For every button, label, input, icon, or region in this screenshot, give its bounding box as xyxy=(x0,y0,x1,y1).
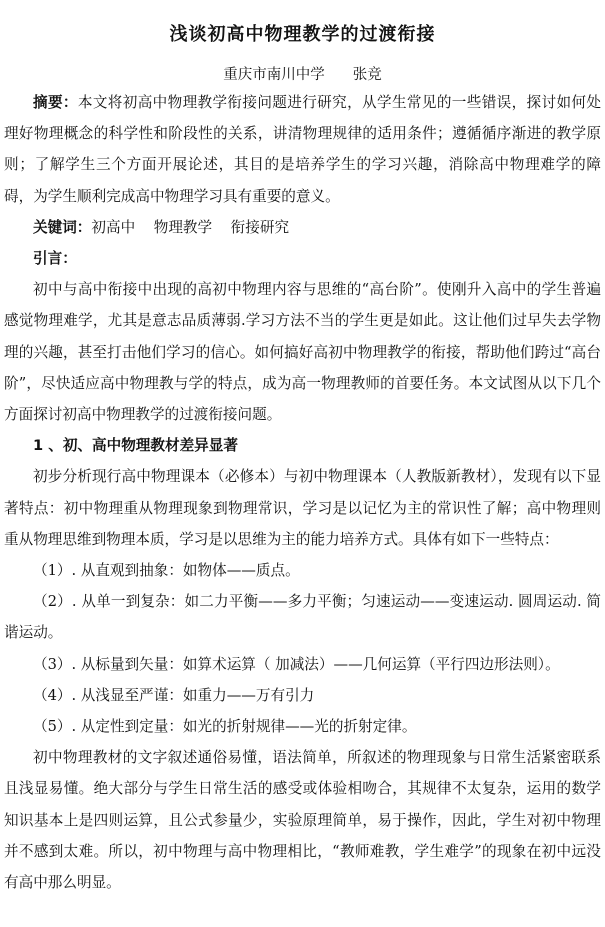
abstract-paragraph xyxy=(4,87,601,212)
intro-heading xyxy=(4,243,601,274)
abstract-text: 本文将初高中物理教学衔接问题进行研究，从学生常见的一些错误，探讨如何处理好物理概念的科学性和阶段性的关系，讲清物理规律的适用条件；遵循循序渐进的教学原则；了解学生三个方面开展论述，其目的是培养学生的学习兴趣，消除高中物理难学的障碍，为学生顺利完成高中物理学习具有重要的意义。 xyxy=(4,94,601,205)
author-school: 重庆市南川中学 xyxy=(223,67,325,83)
intro-label: 引言： xyxy=(33,250,77,268)
list-item: （1）. 从直观到抽象：如物体——质点。 xyxy=(33,562,300,580)
list-item: （4）. 从浅显至严谨：如重力——万有引力 xyxy=(33,686,315,704)
abstract-label: 摘要： xyxy=(33,94,78,111)
intro-paragraph: 初中与高中衔接中出现的高初中物理内容与思维的“高台阶”。使刚升入高中的学生普遍感觉物理难学，尤其是意志品质薄弱.学习方法不当的学生更是如此。这让他们过早失去学物理的兴趣，甚至打击他们学习的信心。如何搞好高初中物理教学的衔接，帮助他们跨过“高台阶”，尽快适应高中物理教与学的特点，成为高一物理教师的首要任务。本文试图从以下几个方面探讨初高中物理教学的过渡衔接问题。 xyxy=(4,281,601,424)
list-item: （2）. 从单一到复杂：如二力平衡——多力平衡；匀速运动——变速运动. 圆周运动. 简谐运动。 xyxy=(4,593,601,642)
list-item: （5）. 从定性到定量：如光的折射规律——光的折射定律。 xyxy=(33,718,417,736)
document-body xyxy=(4,87,601,898)
section-paragraph-1: 初步分析现行高中物理课本（必修本）与初中物理课本（人教版新教材），发现有以下显著特点：初中物理重从物理现象到物理常识，学习是以记忆为主的常识性了解；高中物理则重从物理思维到物理本质，学习是以思维为主的能力培养方式。具体有如下一些特点： xyxy=(4,468,601,548)
author-line xyxy=(0,63,605,84)
section-paragraph-2: 初中物理教材的文字叙述通俗易懂，语法简单，所叙述的物理现象与日常生活紧密联系且浅显易懂。绝大部分与学生日常生活的感受或体验相吻合，其规律不太复杂，运用的数学知识基本上是四则运算，且公式参量少，实验原理简单，易于操作，因此，学生对初中物理并不感到太难。所以，初中物理与高中物理相比，“教师难教，学生难学”的现象在初中远没有高中那么明显。 xyxy=(4,749,601,892)
keywords-label: 关键词： xyxy=(33,218,92,236)
section-heading: 1 、初、高中物理教材差异显著 xyxy=(33,437,238,455)
keywords-text: 初高中 物理教学 衔接研究 xyxy=(91,218,290,236)
list-item: （3）. 从标量到矢量：如算术运算（ 加减法）——几何运算（平行四边形法则）。 xyxy=(33,655,560,673)
document-title: 浅谈初高中物理教学的过渡衔接 xyxy=(169,24,436,45)
author-name: 张竞 xyxy=(352,67,382,83)
keywords-paragraph xyxy=(4,212,601,243)
